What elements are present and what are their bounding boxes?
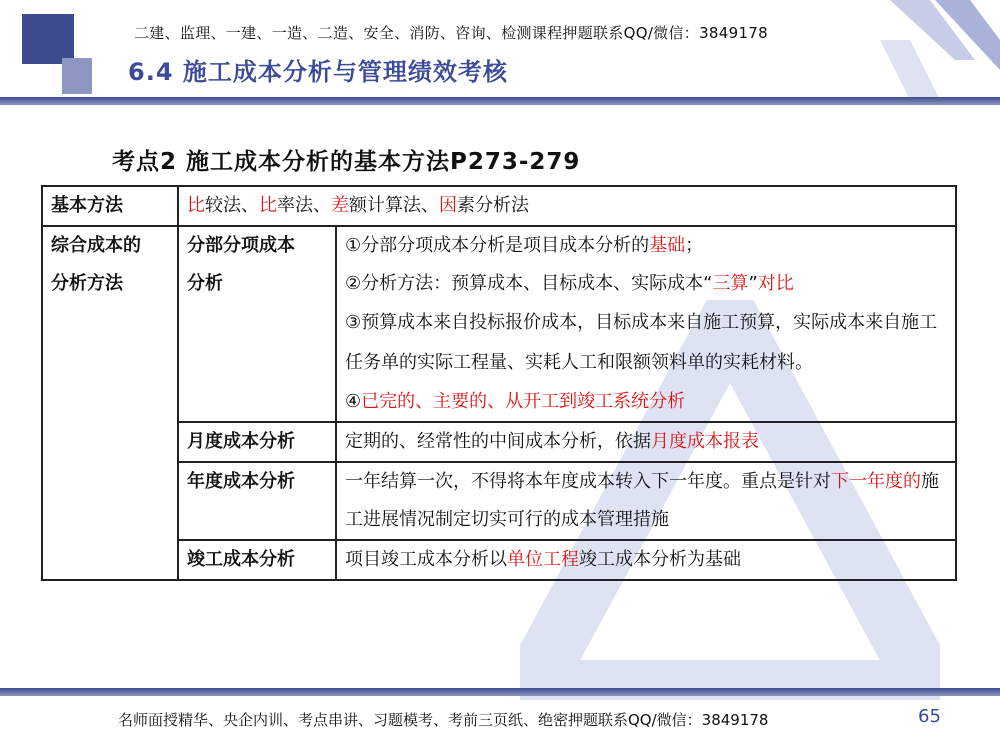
method-3-rest: 额计算法、	[349, 195, 439, 216]
monthly-content	[336, 422, 956, 462]
comprehensive-label-line2: 分析方法	[51, 273, 123, 294]
fenbu-p2-quote: ”	[748, 273, 758, 294]
fenbu-label	[178, 226, 336, 422]
fenbu-p1-highlight: 基础	[649, 235, 686, 256]
method-4-highlight: 因	[439, 195, 457, 216]
fenbu-point-3: ③预算成本来自投标报价成本，目标成本来自施工预算，实际成本来自施工任务单的实际工程量、实耗人工和限额领料单的实耗材料。	[345, 312, 938, 373]
method-2-highlight: 比	[259, 195, 277, 216]
fenbu-p4-num: ④	[345, 391, 362, 412]
monthly-label: 月度成本分析	[178, 422, 336, 462]
section-title: 6.4 施工成本分析与管理绩效考核	[128, 58, 508, 86]
yearly-text: 一年结算一次，不得将本年度成本转入下一年度。重点是针对	[345, 471, 831, 492]
completion-text: 项目竣工成本分析以	[345, 549, 507, 570]
fenbu-label-line1: 分部分项成本	[187, 235, 295, 256]
header-square-dark	[22, 14, 74, 64]
comprehensive-analysis-label	[42, 226, 178, 580]
fenbu-p1-end: ；	[685, 235, 704, 256]
completion-text-end: 竣工成本分析为基础	[579, 549, 741, 570]
page-number: 65	[918, 706, 941, 727]
comprehensive-label-line1: 综合成本的	[51, 235, 141, 256]
monthly-text: 定期的、经常性的中间成本分析，依据	[345, 431, 651, 452]
fenbu-content	[336, 226, 956, 422]
monthly-highlight: 月度成本报表	[651, 431, 759, 452]
fenbu-p2-highlight: 三算	[712, 273, 749, 294]
fenbu-p4-highlight: 已完的、主要的、从开工到竣工系统分析	[361, 391, 686, 412]
yearly-content	[336, 462, 956, 540]
footer-contact-line: 名师面授精华、央企内训、考点串讲、习题模考、考前三页纸、绝密押题联系QQ/微信：3849178	[118, 711, 769, 729]
table-row-yearly	[42, 462, 956, 540]
yearly-highlight: 下一年度的	[831, 471, 921, 492]
fenbu-point-2	[345, 265, 947, 303]
keypoint-title: 考点2 施工成本分析的基本方法P273-279	[112, 149, 581, 175]
footer-rule	[0, 688, 1000, 696]
fenbu-point-4	[345, 383, 947, 421]
table-row-monthly	[42, 422, 956, 462]
method-2-rest: 率法、	[277, 195, 331, 216]
completion-label: 竣工成本分析	[178, 540, 336, 580]
method-3-highlight: 差	[331, 195, 349, 216]
fenbu-p2-highlight-2: 对比	[757, 273, 794, 294]
completion-highlight: 单位工程	[507, 549, 579, 570]
header-diamond-pattern	[880, 0, 1000, 100]
fenbu-label-line2: 分析	[187, 273, 223, 294]
table-row-completion	[42, 540, 956, 580]
analysis-methods-table	[41, 185, 957, 581]
basic-methods-value	[178, 186, 956, 226]
fenbu-p2-text: ②分析方法：预算成本、目标成本、实际成本“	[345, 273, 713, 294]
method-4-rest: 素分析法	[457, 195, 529, 216]
table-row-basic-methods	[42, 186, 956, 226]
basic-methods-label: 基本方法	[42, 186, 178, 226]
method-1-highlight: 比	[187, 195, 205, 216]
header-rule	[0, 97, 1000, 105]
header-square-light	[62, 58, 92, 94]
method-1-rest: 较法、	[205, 195, 259, 216]
yearly-text-end: 施工进展情况制定切实可行的成本管理措施	[345, 471, 939, 530]
yearly-label: 年度成本分析	[178, 462, 336, 540]
header-contact-line: 二建、监理、一建、一造、二造、安全、消防、咨询、检测课程押题联系QQ/微信：3849178	[134, 24, 768, 42]
fenbu-point-1	[345, 227, 947, 265]
completion-content	[336, 540, 956, 580]
fenbu-p1-text: ①分部分项成本分析是项目成本分析的	[345, 235, 650, 256]
table-row-fenbu	[42, 226, 956, 422]
